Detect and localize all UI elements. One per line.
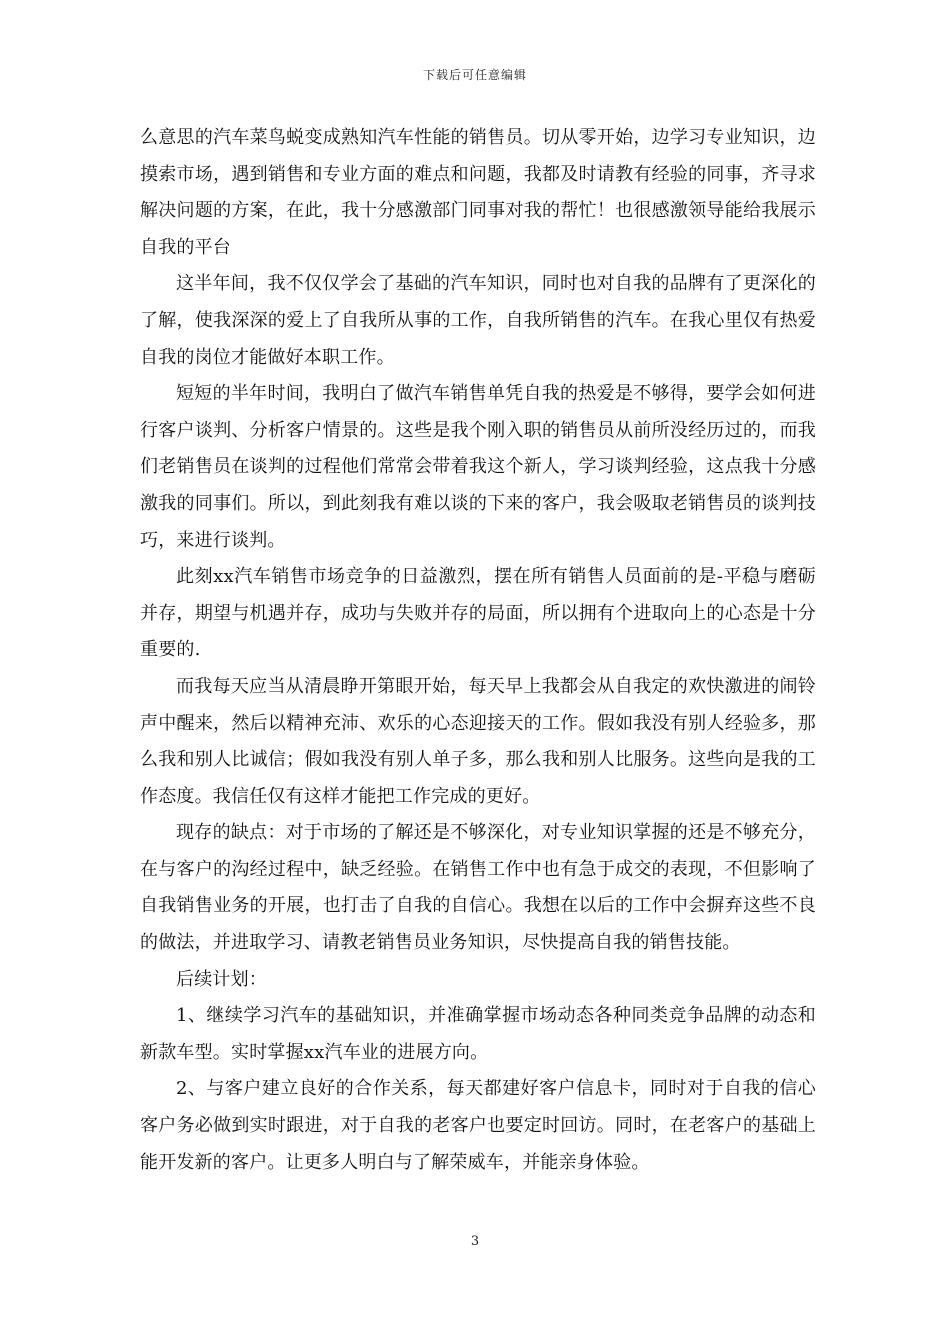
- paragraph: 现存的缺点：对于市场的了解还是不够深化，对专业知识掌握的还是不够充分，在与客户的沟经过程中，缺乏经验。在销售工作中也有急于成交的表现，不但影响了自我销售业务的开展，也打击了自我的自信心。我想在以后的工作中会摒弃这些不良的做法，并进取学习、请教老销售员业务知识，尽快提高自我的销售技能。: [140, 822, 816, 954]
- section-heading: 后续计划：: [176, 968, 267, 990]
- paragraph: 而我每天应当从清晨睁开第眼开始，每天早上我都会从自我定的欢快激进的闹铃声中醒来，然后以精神充沛、欢乐的心态迎接天的工作。假如我没有别人经验多，那么我和别人比诚信；假如我没有别人单子多，那么我和别人比服务。这些向是我的工作态度。我信任仅有这样才能把工作完成的更好。: [140, 675, 816, 807]
- paragraph-continuation: 么意思的汽车菜鸟蜕变成熟知汽车性能的销售员。切从零开始，边学习专业知识，边摸索市场，遇到销售和专业方面的难点和问题，我都及时请教有经验的同事，齐寻求解决问题的方案，在此，我十分感激部门同事对我的帮忙！也很感激领导能给我展示自我的平台: [140, 127, 816, 258]
- paragraph: 这半年间，我不仅仅学会了基础的汽车知识，同时也对自我的品牌有了更深化的了解，使我深深的爱上了自我所从事的工作，自我所销售的汽车。在我心里仅有热爱自我的岗位才能做好本职工作。: [140, 273, 816, 368]
- page-number: 3: [470, 1234, 480, 1249]
- header-note: 下载后可任意编辑: [422, 68, 527, 82]
- plan-item: 1、继续学习汽车的基础知识，并准确掌握市场动态各种同类竞争品牌的动态和新款车型。实时掌握xx汽车业的进展方向。: [140, 1005, 816, 1063]
- paragraph: 此刻xx汽车销售市场竞争的日益激烈，摆在所有销售人员面前的是-平稳与磨砺并存，期望与机遇并存，成功与失败并存的局面，所以拥有个进取向上的心态是十分重要的.: [140, 566, 816, 661]
- body-text: [140, 120, 816, 1181]
- plan-item: 2、与客户建立良好的合作关系，每天都建好客户信息卡，同时对于自我的信心客户务必做到实时跟进，对于自我的老客户也要定时回访。同时，在老客户的基础上能开发新的客户。让更多人明白与了解荣威车，并能亲身体验。: [140, 1078, 816, 1173]
- paragraph: 短短的半年时间，我明白了做汽车销售单凭自我的热爱是不够得，要学会如何进行客户谈判、分析客户情景的。这些是我个刚入职的销售员从前所没经历过的，而我们老销售员在谈判的过程他们常常会带着我这个新人，学习谈判经验，这点我十分感激我的同事们。所以，到此刻我有难以谈的下来的客户，我会吸取老销售员的谈判技巧，来进行谈判。: [140, 383, 816, 551]
